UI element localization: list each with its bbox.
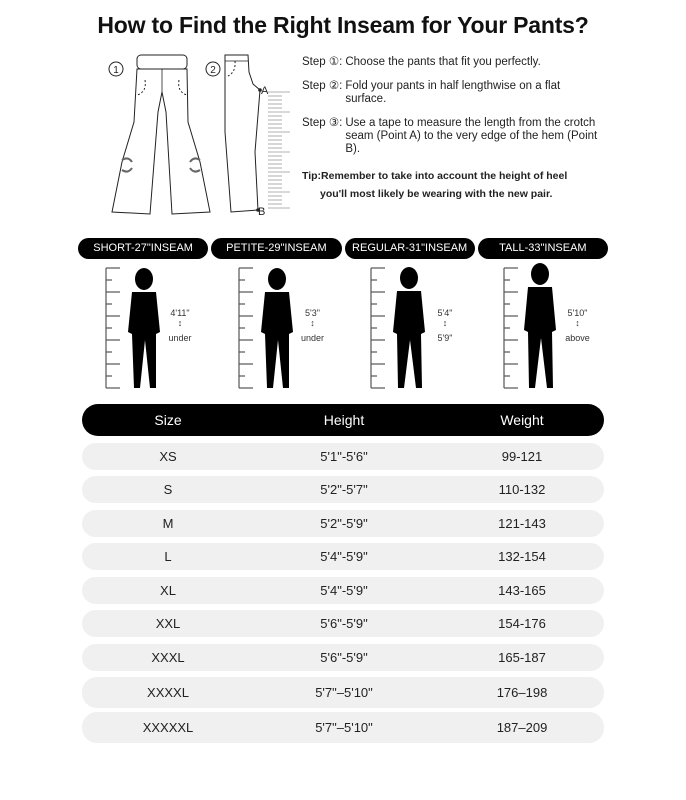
cell-height: 5'1"-5'6": [320, 448, 368, 464]
height-bottom: 5'9": [437, 333, 453, 343]
cell-size: S: [163, 482, 173, 497]
svg-text:2: 2: [210, 65, 216, 76]
height-top: 5'3": [305, 308, 320, 318]
height-bottom: under: [300, 333, 325, 343]
table-row: [82, 712, 604, 743]
cell-height: 5'6"-5'9": [320, 616, 368, 631]
measure-steps: [302, 56, 602, 203]
cell-size: M: [162, 515, 174, 531]
step-text: Use a tape to measure the length from the crotch seam (Point A) to the very edge of the hem (Point B).: [345, 117, 598, 155]
height-top: 5'4": [437, 308, 453, 318]
page-title: How to Find the Right Inseam for Your Pants?: [97, 12, 589, 38]
range-arrow-icon: ↕: [442, 318, 448, 328]
table-row: [82, 476, 604, 503]
header-height: Height: [323, 412, 365, 428]
figure-tall: [476, 262, 609, 392]
range-arrow-icon: ↕: [575, 318, 580, 328]
inseam-pill-petite: PETITE-29"INSEAM: [211, 238, 341, 259]
inseam-labels: [78, 238, 608, 259]
cell-weight: 176–198: [496, 684, 548, 700]
height-top: 5'10": [567, 308, 588, 318]
step-3: [302, 117, 602, 156]
table-row: [82, 644, 604, 671]
cell-size: L: [164, 549, 172, 564]
cell-size: XL: [160, 582, 176, 598]
pants-measure-illustration: [100, 52, 295, 222]
table-row: [82, 677, 604, 708]
cell-size: XXL: [155, 616, 181, 631]
step-label: Step ②:: [302, 80, 343, 92]
cell-weight: 99-121: [501, 448, 543, 464]
step-label: Step ①:: [302, 56, 343, 68]
inseam-figures: [78, 262, 608, 392]
figure-short: [78, 262, 211, 392]
cell-size: XXXXL: [147, 684, 189, 700]
cell-height: 5'7"–5'10": [315, 684, 373, 700]
table-header: [82, 404, 604, 436]
step-1: [302, 56, 602, 69]
cell-weight: 187–209: [496, 719, 548, 735]
height-bottom: above: [565, 333, 590, 343]
inseam-pill-tall: TALL-33"INSEAM: [478, 238, 608, 259]
cell-height: 5'4"-5'9": [320, 549, 368, 564]
cell-weight: 165-187: [498, 649, 546, 665]
tip-line-1: Tip:Remember to take into account the height of heel: [302, 170, 568, 182]
step-text: Fold your pants in half lengthwise on a flat surface.: [345, 80, 561, 105]
cell-weight: 154-176: [498, 616, 546, 631]
cell-height: 5'2"-5'9": [320, 515, 368, 531]
step-text: Choose the pants that fit you perfectly.: [345, 56, 541, 68]
step-2: [302, 80, 602, 106]
cell-weight: 143-165: [498, 582, 546, 598]
inseam-pill-short: SHORT-27"INSEAM: [78, 238, 208, 259]
figure-petite: [211, 262, 344, 392]
table-row: [82, 577, 604, 604]
cell-height: 5'7"–5'10": [315, 719, 373, 735]
range-arrow-icon: ↕: [177, 318, 183, 328]
tip-line-2: you'll most likely be wearing with the new pair.: [320, 188, 553, 200]
cell-size: XXXXXL: [142, 719, 194, 735]
cell-weight: 110-132: [498, 482, 546, 497]
size-chart-table: [82, 404, 604, 743]
svg-text:B: B: [258, 206, 266, 218]
cell-size: XS: [159, 448, 177, 464]
cell-height: 5'2"-5'7": [320, 482, 368, 497]
svg-text:1: 1: [113, 65, 119, 76]
table-row: [82, 543, 604, 570]
pants-diagram-icon: [100, 52, 295, 222]
cell-weight: 121-143: [498, 515, 546, 531]
cell-height: 5'6"-5'9": [320, 649, 368, 665]
cell-size: XXXL: [151, 649, 185, 665]
cell-height: 5'4"-5'9": [320, 582, 368, 598]
cell-weight: 132-154: [498, 549, 546, 564]
figure-regular: [343, 262, 476, 392]
table-row: [82, 443, 604, 470]
header-weight: Weight: [500, 412, 544, 428]
height-top: 4'11": [170, 308, 190, 318]
tip-note: [302, 167, 602, 203]
table-row: [82, 510, 604, 537]
inseam-pill-regular: REGULAR-31"INSEAM: [345, 238, 475, 259]
table-row: [82, 610, 604, 637]
step-label: Step ③:: [302, 117, 343, 129]
range-arrow-icon: ↕: [310, 318, 315, 328]
height-bottom: under: [168, 333, 192, 343]
svg-text:A: A: [261, 85, 269, 97]
header-size: Size: [154, 412, 182, 428]
